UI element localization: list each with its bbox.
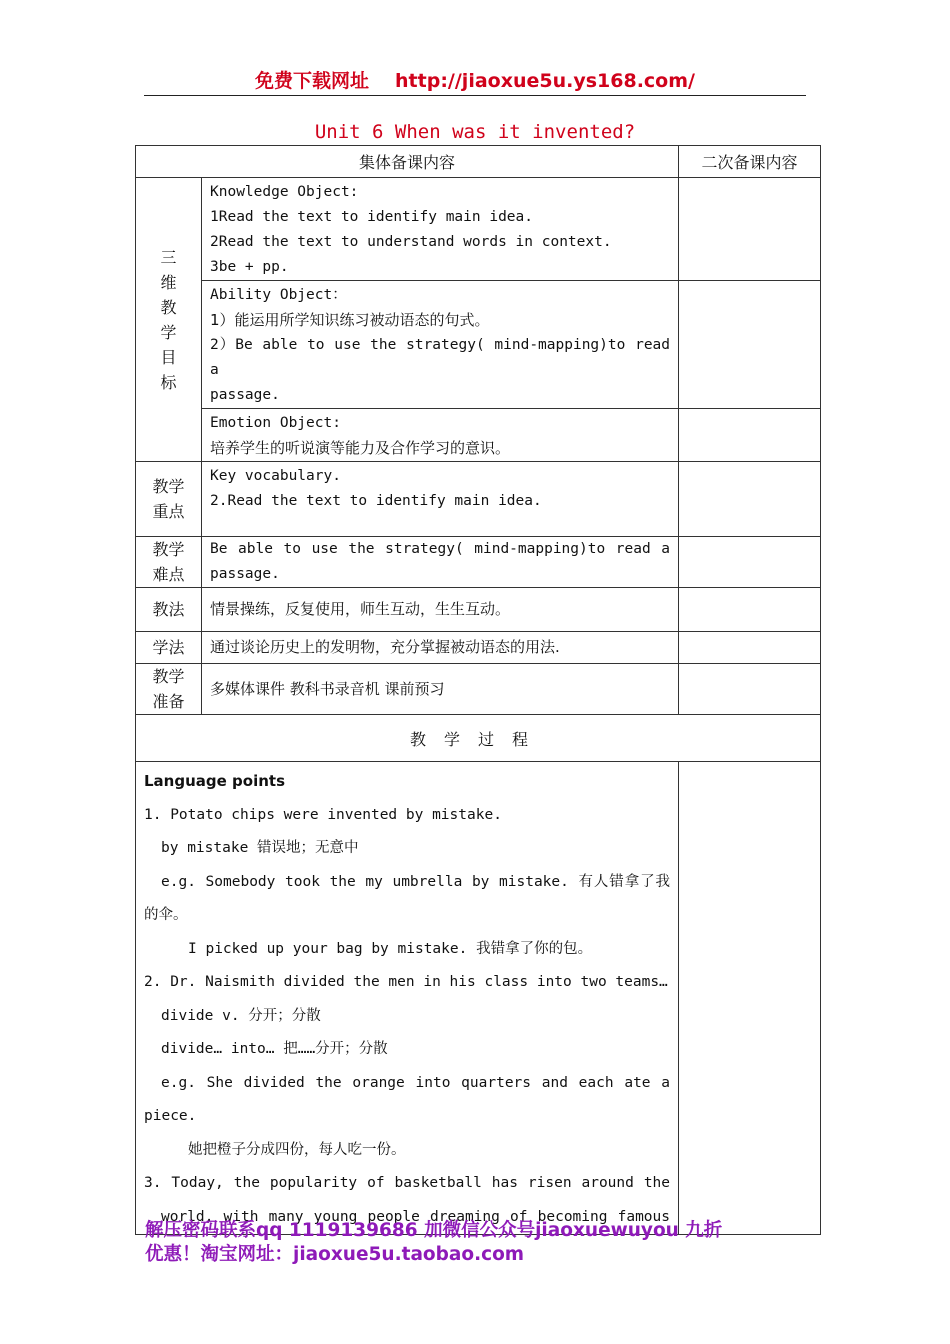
download-header [0, 66, 950, 93]
preparation-label: 教学 准备 [136, 664, 202, 715]
second-prep-cell [679, 178, 821, 281]
learning-content: 通过谈论历史上的发明物，充分掌握被动语态的用法. [202, 632, 679, 664]
second-prep-cell [679, 632, 821, 664]
lp-line: by mistake 错误地；无意中 [161, 840, 359, 856]
second-prep-cell [679, 588, 821, 632]
lp-line: world, with many young people dreaming of becoming famous [161, 1208, 671, 1225]
second-prep-cell [679, 281, 821, 409]
difficulties-content: Be able to use the strategy( mind-mapping)to read a passage. [202, 537, 679, 588]
column-head-main: 集体备课内容 [136, 146, 679, 178]
lesson-plan-table [135, 145, 821, 1235]
process-heading: 教学过程 [136, 715, 821, 762]
difficulties-label: 教学 难点 [136, 537, 202, 588]
language-points-title: Language points [144, 772, 285, 790]
column-head-second: 二次备课内容 [679, 146, 821, 178]
header-label: 免费下载网址 [255, 70, 370, 92]
lp-line: 的伞。 [144, 907, 188, 923]
methods-content: 情景操练，反复使用，师生互动，生生互动。 [202, 588, 679, 632]
key-points-content: Key vocabulary. 2.Read the text to identify main idea. [202, 462, 679, 537]
objectives-label: 三 维 教 学 目 标 [136, 178, 202, 462]
key-points-label: 教学 重点 [136, 462, 202, 537]
header-url-link[interactable]: http://jiaoxue5u.ys168.com/ [395, 70, 695, 92]
preparation-content: 多媒体课件 教科书录音机 课前预习 [202, 664, 679, 715]
lp-line: e.g. She divided the orange into quarters and each ate a [161, 1074, 671, 1091]
lp-line: divide… into… 把……分开；分散 [161, 1041, 388, 1057]
second-prep-cell [679, 664, 821, 715]
second-prep-cell [679, 409, 821, 462]
lp-line: 她把橙子分成四份，每人吃一份。 [188, 1141, 406, 1158]
lp-line: I picked up your bag by mistake. 我错拿了你的包。 [188, 940, 593, 957]
lp-line: 3. Today, the popularity of basketball has risen around the [144, 1175, 671, 1191]
second-prep-cell [679, 537, 821, 588]
lp-line: 1. Potato chips were invented by mistake. [144, 806, 502, 823]
knowledge-object: Knowledge Object: 1Read the text to identify main idea. 2Read the text to understand words in context. 3be + pp. [202, 178, 679, 281]
lp-line: e.g. Somebody took the my umbrella by mistake. 有人错拿了我 [161, 873, 671, 890]
lp-line: 2. Dr. Naismith divided the men in his class into two teams… [144, 974, 668, 990]
learning-label: 学法 [136, 632, 202, 664]
footer-note [145, 1219, 785, 1267]
methods-label: 教法 [136, 588, 202, 632]
language-points [136, 762, 679, 1235]
emotion-object: Emotion Object: 培养学生的听说演等能力及合作学习的意识。 [202, 409, 679, 462]
second-prep-cell [679, 762, 821, 1235]
footer-line-1: 解压密码联系qq 1119139686 加微信公众号jiaoxuewuyou 九折 [145, 1220, 723, 1241]
second-prep-cell [679, 462, 821, 537]
footer-line-2: 优惠！淘宝网址：jiaoxue5u.taobao.com [145, 1244, 525, 1265]
lp-line: divide v. 分开；分散 [161, 1007, 321, 1024]
ability-object: Ability Object： 1）能运用所学知识练习被动语态的句式。 2）Be able to use the strategy( mind-mapping)to read a passage. [202, 281, 679, 409]
lp-line: piece. [144, 1108, 197, 1124]
page-title: Unit 6 When was it invented? [314, 121, 636, 143]
header-divider [144, 95, 806, 96]
